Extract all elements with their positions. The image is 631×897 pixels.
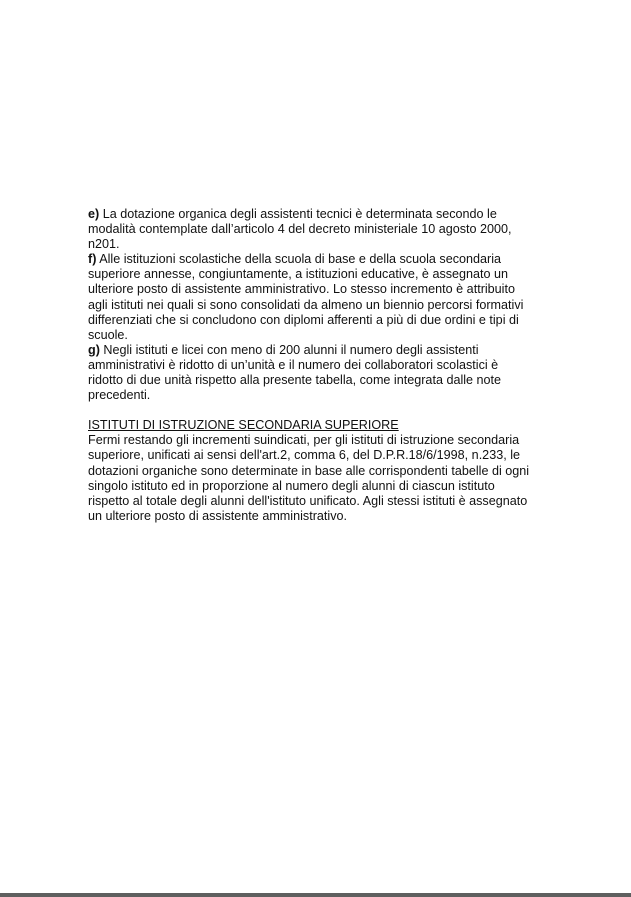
document-body [88, 207, 548, 524]
section-body: Fermi restando gli incrementi suindicati, per gli istituti di istruzione secondaria superiore, unificati ai sensi dell'art.2, comma 6, del D.P.R.18/6/1998, n.233, le dotazioni organiche sono determinate in base alle corrispondenti tabelle di ogni singolo istituto ed in proporzione al numero degli alunni di ciascun istituto rispetto al totale degli alunni dell'istituto unificato. Agli stessi istituti è assegnato un ulteriore posto di assistente amministrativo. [88, 433, 530, 523]
note-f-text: Alle istituzioni scolastiche della scuola di base e della scuola secondaria superiore annesse, congiuntamente, a istituzioni educative, è assegnato un ulteriore posto di assistente amministrativo. Lo stesso incremento è attribuito agli istituti nei quali si sono consolidati da almeno un biennio percorsi formativi differenziati che si concludono con diplomi afferenti a più di due ordini e tipi di scuole. [88, 252, 524, 342]
section-heading: ISTITUTI DI ISTRUZIONE SECONDARIA SUPERIORE [88, 418, 399, 433]
note-e [88, 207, 548, 252]
note-e-text: La dotazione organica degli assistenti tecnici è determinata secondo le modalità contemplate dall’articolo 4 del decreto ministeriale 10 agosto 2000, n201. [88, 207, 512, 252]
note-g [88, 343, 548, 403]
note-g-text: Negli istituti e licei con meno di 200 alunni il numero degli assistenti amministrativi è ridotto di un’unità e il numero dei collaboratori scolastici è ridotto di due unità rispetto alla presente tabella, come integrata dalle note precedenti. [88, 342, 502, 403]
note-e-letter: e) [88, 207, 100, 221]
section-spacer [88, 403, 548, 418]
note-g-letter: g) [88, 342, 100, 357]
page-bottom-border [0, 893, 631, 897]
note-f-letter: f) [88, 252, 97, 267]
note-f [88, 252, 548, 343]
